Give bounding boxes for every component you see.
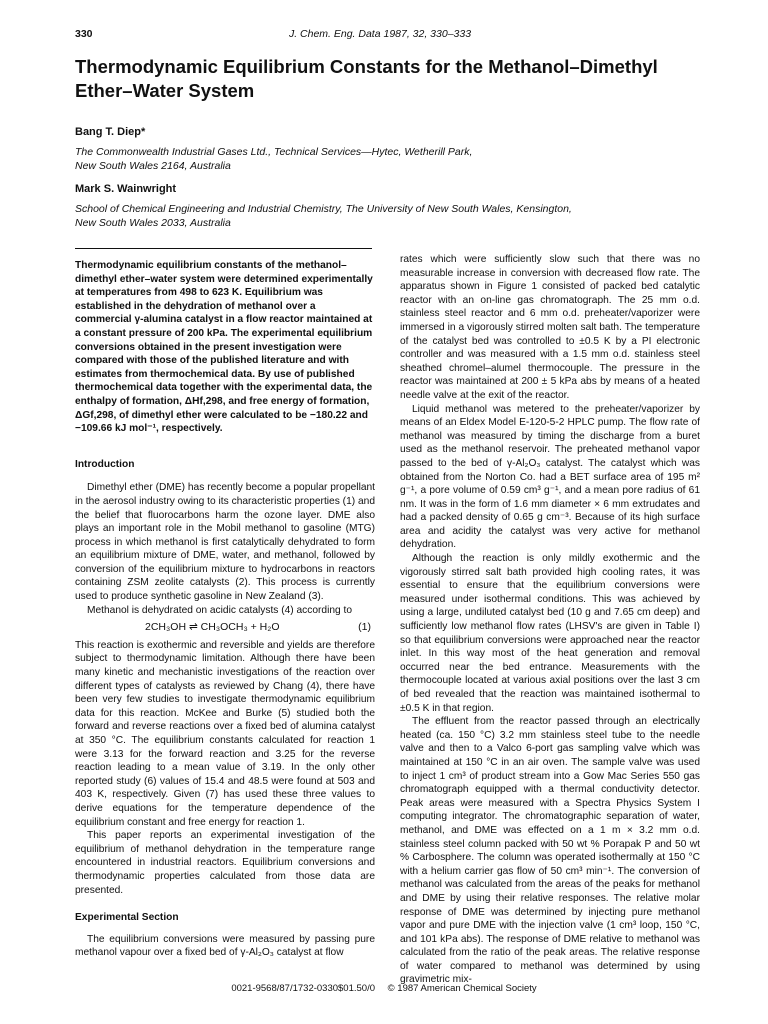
author-name: Bang T. Diep* [75, 126, 146, 138]
equation-1 [75, 617, 375, 639]
running-header [75, 28, 685, 42]
paragraph: Methanol is dehydrated on acidic catalysts (4) according to [87, 604, 353, 616]
equation-body: 2CH₃OH ⇌ CH₃OCH₃ + H₂O [145, 621, 280, 634]
copyright: © 1987 American Chemical Society [387, 983, 537, 994]
author-2 [75, 182, 695, 230]
author-affiliation: The Commonwealth Industrial Gases Ltd., Technical Services—Hytec, Wetherill Park, New South Wales 2164, Australia [75, 146, 473, 172]
paragraph: rates which were sufficiently slow such that there was no measurable increase in conversion with decreased flow rate. The apparatus shown in Figure 1 consisted of packed bed catalytic reactor with an on-line gas chromatograph. The 25 mm o.d. stainless steel reactor and 6 mm o.d. preheater/vaporizer were immersed in a vigorously stirred molten salt bath. The temperature of the catalyst bed was controlled to ±0.5 K by a PI electronic controller and was measured with a 1.5 mm o.d. stainless steel sheathed chromel–alumel thermocouple. The pressure in the reactor was maintained at 200 ± 5 kPa abs by means of a heated needle valve at the exit of the reactor. [400, 254, 700, 401]
paragraph: This reaction is exothermic and reversible and yields are therefore subject to thermodynamic limitation. Although there have been many kinetic and mechanistic investigations of the reaction over different types of catalysts as reviewed by Chang (4), there have been very few studies to investigate thermodynamic equilibrium data for this reaction. McKee and Burke (5) studied both the forward and reverse reactions over a fixed bed of alumina catalyst at 350 °C. The equilibrium constants calculated for reaction 1 were 3.13 for the forward reaction and 3.25 for the reverse reaction leading to a mean value of 3.19. In the only other reported study (6) values of 15.4 and 48.5 were found at 503 and 403 K, respectively. Given (7) has used these three values to derive equations for the temperature dependence of the equilibrium constant and free energy for reaction 1. [75, 639, 375, 828]
doc-code: 0021-9568/87/1732-0330$01.50/0 [231, 983, 375, 994]
right-column [400, 253, 700, 987]
equation-number: (1) [358, 621, 371, 634]
experimental-heading: Experimental Section [75, 912, 179, 924]
abstract-divider [75, 248, 372, 249]
left-column [75, 253, 375, 960]
paragraph: This paper reports an experimental investigation of the equilibrium of methanol dehydration in the temperature range encountered in industrial reactors. Equilibrium conversions and thermodynamic properties calculated from those data are presented. [75, 830, 375, 896]
paragraph: Liquid methanol was metered to the preheater/vaporizer by means of an Eldex Model E-120-5-2 HPLC pump. The flow rate of methanol was measured by timing the discharge from a buret used as the methanol reservoir. The preheated methanol vapor passed to the bed of γ-Al₂O₃ catalyst. The catalyst which was obtained from the Norton Co. had a BET surface area of 195 m² g⁻¹, a pore volume of 0.59 cm³ g⁻¹, and a mean pore radius of 61 nm. It was in the form of 1.6 mm diameter × 6 mm extrudates and had a packed density of 0.65 g cm⁻³. Because of its high surface area and acidity the catalyst was very active for methanol dehydration. [400, 403, 700, 551]
paper-title: Thermodynamic Equilibrium Constants for the Methanol–Dimethyl Ether–Water System [75, 56, 658, 101]
author-affiliation: School of Chemical Engineering and Industrial Chemistry, The University of New South Wales, Kensington, New South Wales 2033, Australia [75, 203, 572, 229]
author-name: Mark S. Wainwright [75, 183, 177, 195]
page-footer [0, 983, 768, 994]
page-number: 330 [75, 28, 93, 40]
paragraph: The effluent from the reactor passed through an electrically heated (ca. 150 °C) 3.2 mm stainless steel tube to the needle valve and then to a Valco 6-port gas sampling valve which was maintained at 150 °C in an air oven. The sample valve was used to inject 1 cm³ of product stream into a Gow Mac Series 550 gas chromatograph equipped with a thermal conductivity detector. Peak areas were measured with a Spectra Physics System I computing integrator. The chromatographic separation of water, methanol, and DME was effected on a 1 m × 3.2 mm o.d. stainless steel column packed with 50 wt % Porapak P and 50 wt % Carbosphere. The column was operated isothermally at 150 °C with a helium carrier gas flow of 50 cm³ min⁻¹. The conversion of methanol was calculated from the areas of the peaks for methanol and DME by using their relative responses. The relative molar response of DME was determined by injecting pure methanol vapor and pure DME with the injection valve (1 cm³ loop, 150 °C, and 101 kPa abs). The response of DME relative to methanol was calculated from the ratio of the peak areas. The relative response of water compared to methanol was determined by using gravimetric mix- [400, 716, 700, 986]
paragraph: The equilibrium conversions were measured by passing pure methanol vapour over a fixed bed of γ-Al₂O₃ catalyst at flow [75, 933, 375, 959]
abstract: Thermodynamic equilibrium constants of the methanol–dimethyl ether–water system were determined experimentally at temperatures from 498 to 623 K. Equilibrium was established in the dehydration of methanol over a commercial γ-alumina catalyst in a flow reactor maintained at a constant pressure of 200 kPa. The experimental equilibrium conversions obtained in the present investigation were compared with those of the published literature and with estimates from thermochemical data. By use of published thermochemical data together with the experimental data, the enthalpy of formation, ΔHf,298, and free energy of formation, ΔGf,298, of dimethyl ether were calculated to be −180.22 and −109.66 kJ mol⁻¹, respectively. [75, 260, 373, 435]
paragraph: Dimethyl ether (DME) has recently become a popular propellant in the aerosol industry owing to its characteristic properties (1) and the belief that fluorocarbons harm the ozone layer. DME also plays an important role in the Mobil methanol to gasoline (MTG) process in which methanol is first catalytically dehydrated to form an equilibrium mixture of DME, water, and methanol, followed by conversion of the equilibrium mixture to hydrocarbons in reactors containing ZSM zeolite catalysts (2). This process is currently used to produce synthetic gasoline in New Zealand (3). [75, 482, 375, 603]
introduction-heading: Introduction [75, 458, 135, 470]
author-1 [75, 125, 695, 173]
paragraph: Although the reaction is only mildly exothermic and the vigorously stirred salt bath provided high cooling rates, it was essential to ensure that the equilibrium conversions were measured under isothermal conditions. This was achieved by using a large, undiluted catalyst bed (10 g and 7.65 cm deep) and sufficiently low methanol flow rates (LHSV's are given in Table I) so that equilibrium conversions were approached near the reactor inlet. In this way most of the heat generation and removal occurred near the bed entrance. Measurements with the thermocouple located at various axial positions over the last 3 cm of bed revealed that the reaction was maintained isothermal to ±0.5 K in that region. [400, 553, 700, 714]
journal-citation: J. Chem. Eng. Data 1987, 32, 330–333 [288, 28, 472, 40]
